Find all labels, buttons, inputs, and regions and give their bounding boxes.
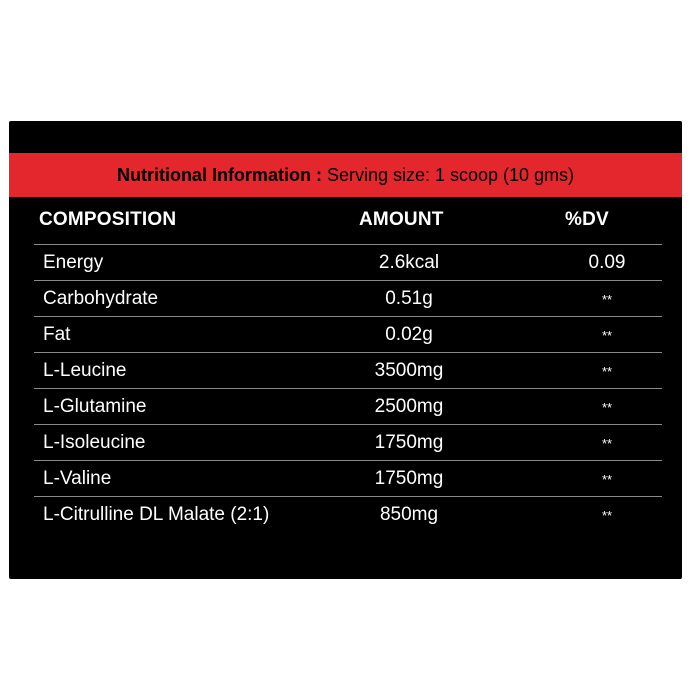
nutrient-amount: 3500mg	[374, 360, 444, 381]
nutrient-dv: **	[601, 364, 613, 379]
nutrient-name: L-Leucine	[43, 360, 127, 381]
nutrient-dv: **	[601, 508, 613, 523]
nutrient-dv: **	[601, 436, 613, 451]
nutrient-name: L-Glutamine	[43, 396, 147, 417]
nutrient-name: Carbohydrate	[43, 288, 159, 309]
serving-size-text	[9, 153, 682, 197]
nutritional-information-label: Nutritional Information :	[116, 165, 322, 185]
row-divider	[34, 424, 662, 425]
nutrient-amount: 1750mg	[374, 432, 444, 453]
table-row	[9, 496, 682, 532]
nutrient-dv: **	[601, 292, 613, 307]
serving-size-value: Serving size: 1 scoop (10 gms)	[321, 165, 575, 185]
nutrient-dv: **	[601, 400, 613, 415]
table-row	[9, 460, 682, 496]
nutrient-dv: **	[601, 328, 613, 343]
nutrient-name: L-Valine	[43, 468, 112, 489]
nutrition-panel	[9, 121, 682, 579]
serving-size-banner	[9, 153, 682, 197]
nutrient-dv: 0.09	[588, 252, 626, 273]
nutrient-amount: 2.6kcal	[378, 252, 440, 273]
row-divider	[34, 460, 662, 461]
table-row	[9, 244, 682, 280]
row-divider	[34, 316, 662, 317]
row-divider	[34, 280, 662, 281]
nutrient-amount: 2500mg	[374, 396, 444, 417]
nutrient-amount: 0.02g	[385, 324, 433, 345]
column-header-amount: AMOUNT	[359, 209, 444, 230]
row-divider	[34, 496, 662, 497]
table-row	[9, 316, 682, 352]
nutrient-amount: 850mg	[379, 504, 439, 525]
nutrient-name: L-Citrulline DL Malate (2:1)	[43, 504, 270, 525]
nutrient-name: L-Isoleucine	[43, 432, 146, 453]
row-divider	[34, 352, 662, 353]
row-divider	[34, 388, 662, 389]
column-header-dv: %DV	[565, 209, 609, 230]
nutrient-name: Energy	[43, 252, 104, 273]
nutrient-name: Fat	[43, 324, 71, 345]
nutrient-amount: 1750mg	[374, 468, 444, 489]
row-divider	[34, 244, 662, 245]
table-row	[9, 352, 682, 388]
nutrient-dv: **	[601, 472, 613, 487]
table-row	[9, 388, 682, 424]
table-row	[9, 280, 682, 316]
column-header-composition: COMPOSITION	[39, 209, 177, 230]
table-row	[9, 424, 682, 460]
nutrient-amount: 0.51g	[385, 288, 433, 309]
